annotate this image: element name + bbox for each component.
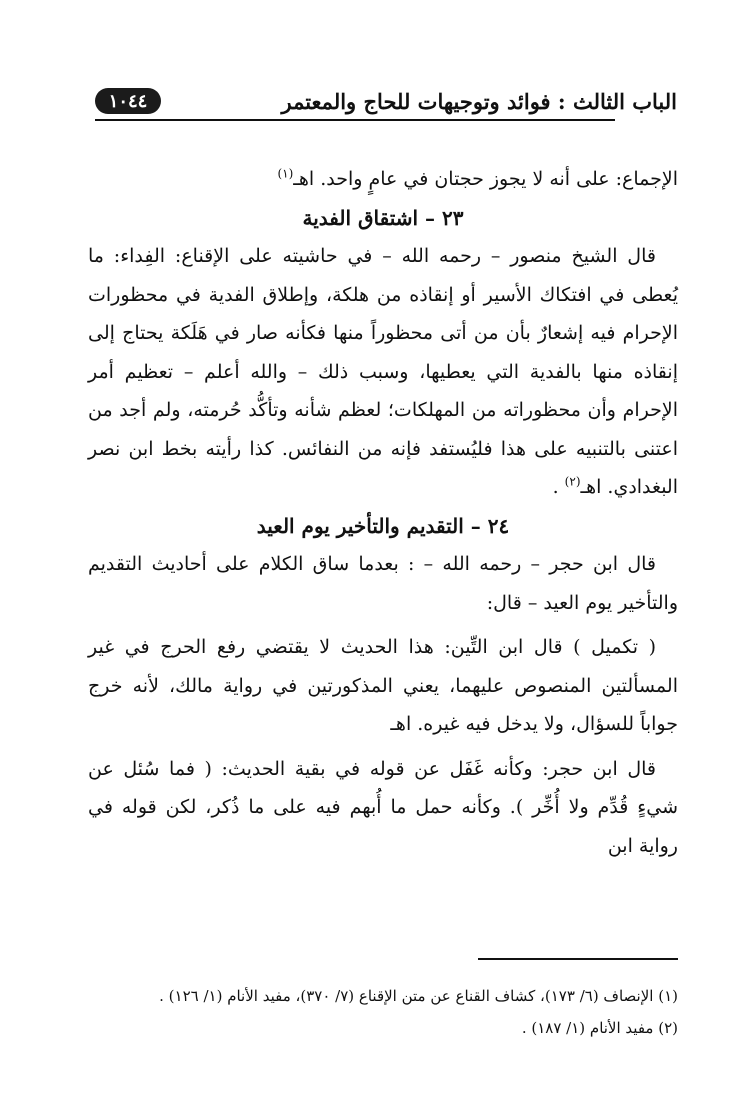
section-heading-24: ٢٤ – التقديم والتأخير يوم العيد [256, 513, 510, 538]
footnotes [88, 980, 678, 1044]
paragraph-ibn-hajar-reply: قال ابن حجر: وكأنه غَفَل عن قوله في بقية الحديث: ( فما سُئل عن شيءٍ قُدِّم ولا أُخِّر ). وكأنه حمل ما أُبهم فيه على ما ذُكر، لكن قوله في رواية ابن [88, 757, 678, 857]
running-header [95, 86, 677, 116]
paragraph-fidya-end: . [552, 476, 565, 498]
paragraph-ibn-hajar-intro: قال ابن حجر – رحمه الله – : بعدما ساق الكلام على أحاديث التقديم والتأخير يوم العيد – قال: [88, 553, 678, 614]
header-rule [95, 119, 615, 121]
footnote-ref-1[interactable]: (١) [277, 166, 294, 181]
paragraph-ijma [88, 160, 678, 199]
footnote-ref-2[interactable]: (٢) [564, 474, 581, 489]
page-number-badge: ١٠٤٤ [95, 88, 161, 114]
paragraph-ijma-text: الإجماع: على أنه لا يجوز حجتان في عامٍ واحد. اهـ [293, 168, 678, 190]
footnote-1: (١) الإنصاف (٦/ ١٧٣)، كشاف القناع عن متن الإقناع (٧/ ٣٧٠)، مفيد الأنام (١/ ١٢٦) . [159, 987, 678, 1005]
paragraph-fidya-text: قال الشيخ منصور – رحمه الله – في حاشيته على الإقناع: الفِداء: ما يُعطى في افتكاك الأسير أو إنقاذه من هلكة، وإطلاق الفدية في محظورات الإحرام فيه إشعارٌ بأن من أتى محظوراً منها فكأنه صار في هَلَكة يحتاج إلى إنقاذه منها بالفدية التي يعطيها، وسبب ذلك – والله أعلم – تعظيم أمر الإحرام وأن محظوراته من المهلكات؛ لعظم شأنه وتأكُّد حُرمته، ولم أجد من اعتنى بالتنبيه على هذا فليُستفد فإنه من النفائس. كذا رأيته بخط ابن نصر البغدادي. اهـ [88, 245, 678, 498]
chapter-title: الباب الثالث : فوائد وتوجيهات للحاج والمعتمر [281, 88, 677, 114]
main-text [88, 160, 678, 865]
paragraph-fidya [88, 237, 678, 507]
paragraph-takmil: ( تكميل ) قال ابن التِّين: هذا الحديث لا يقتضي رفع الحرج في غير المسألتين المنصوص عليهما، يعني المذكورتين في رواية مالك، لأنه خرج جواباً للسؤال، ولا يدخل فيه غيره. اهـ [88, 636, 678, 735]
footnote-separator [478, 958, 678, 960]
section-heading-23: ٢٣ – اشتقاق الفدية [302, 205, 464, 230]
footnote-2: (٢) مفيد الأنام (١/ ١٨٧) . [521, 1019, 678, 1037]
